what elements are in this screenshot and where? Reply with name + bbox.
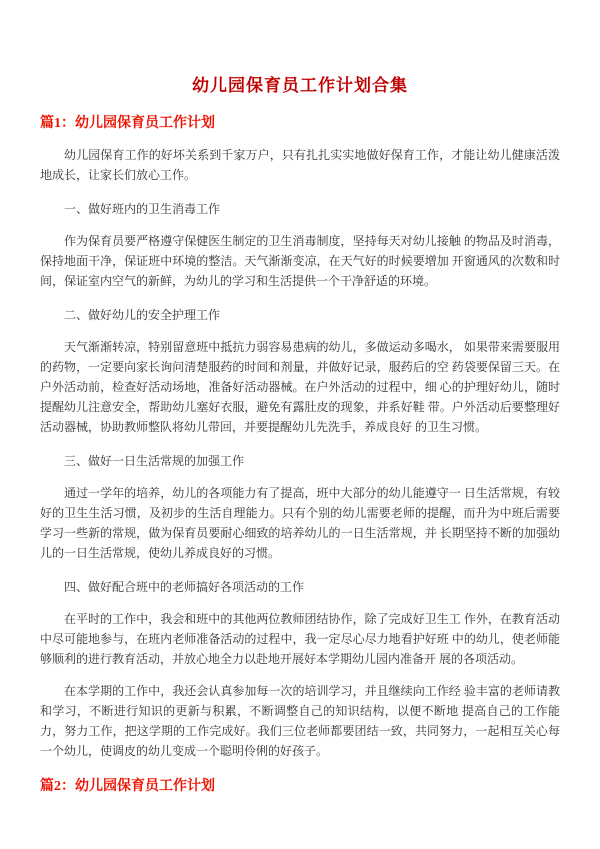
section4-paragraph: 在平时的工作中，我会和班中的其他两位教师团结协作，除了完成好卫生工 作外，在教育活动中尽可能地参与，在班内老师准备活动的过程中，我一定尽心尽力地看护好班 中的幼儿，使老师能够顺利的进行教育活动，并放心地全力以赴地开展好本学期幼儿园内准备开 展的各项活动。 [40, 612, 560, 666]
part2-heading: 篇2：幼儿园保育员工作计划 [40, 779, 215, 794]
section3-paragraph: 通过一学年的培养，幼儿的各项能力有了提高，班中大部分的幼儿能遵守一 日生活常规，有较好的卫生生活习惯，及初步的生活自理能力。只有个别的幼儿需要老师的提醒，而升为中班后需要学习一些新的常规，做为保育员要耐心细致的培养幼儿的一日生活常规，并 长期坚持不断的加强幼儿的一日生活常规，使幼儿养成良好的习惯。 [40, 486, 560, 560]
section1-paragraph: 作为保育员要严格遵守保健医生制定的卫生消毒制度，坚持每天对幼儿接触 的物品及时消毒，保持地面干净，保证班中环境的整洁。天气渐渐变凉，在天气好的时候要增加 开窗通风的次数和时间，保证室内空气的新鲜，为幼儿的学习和生活提供一个干净舒适的环境。 [40, 234, 560, 288]
section2-title: 二、做好幼儿的安全护理工作 [64, 308, 221, 322]
section3-title: 三、做好一日生活常规的加强工作 [64, 454, 245, 468]
section1-title: 一、做好班内的卫生消毒工作 [64, 202, 221, 216]
part1-closing-paragraph: 在本学期的工作中，我还会认真参加每一次的培训学习，并且继续向工作经 验丰富的老师请教和学习，不断进行知识的更新与积累，不断调整自己的知识结构，以便不断地 提高自己的工作能力，努力工作，把这学期的工作完成好。我们三位老师都要团结一致，共同努力，一起相互关心每一个幼儿，使调皮的幼儿变成一个聪明伶俐的好孩子。 [40, 684, 560, 758]
part1-heading: 篇1：幼儿园保育员工作计划 [40, 116, 215, 131]
section4-title: 四、做好配合班中的老师搞好各项活动的工作 [64, 580, 305, 594]
section2-paragraph: 天气渐渐转凉，特别留意班中抵抗力弱容易患病的幼儿，多做运动多喝水， 如果带来需要服用的药物，一定要向家长询问清楚服药的时间和剂量，并做好记录，服药后的空 药袋要保留三天。在户外活动前，检查好活动场地，准备好活动器械。在户外活动的过程中，细 心的护理好幼儿，随时提醒幼儿注意安全，帮助幼儿塞好衣服，避免有露肚皮的现象，并系好鞋 带。户外活动后要整理好活动器械，协助教师整队将幼儿带回，并要提醒幼儿先洗手，养成良好 的卫生习惯。 [40, 340, 560, 434]
part1-intro-paragraph: 幼儿园保育工作的好坏关系到千家万户，只有扎扎实实地做好保育工作，才能让幼儿健康活泼地成长，让家长们放心工作。 [40, 148, 560, 182]
document-title: 幼儿园保育员工作计划合集 [192, 76, 408, 95]
